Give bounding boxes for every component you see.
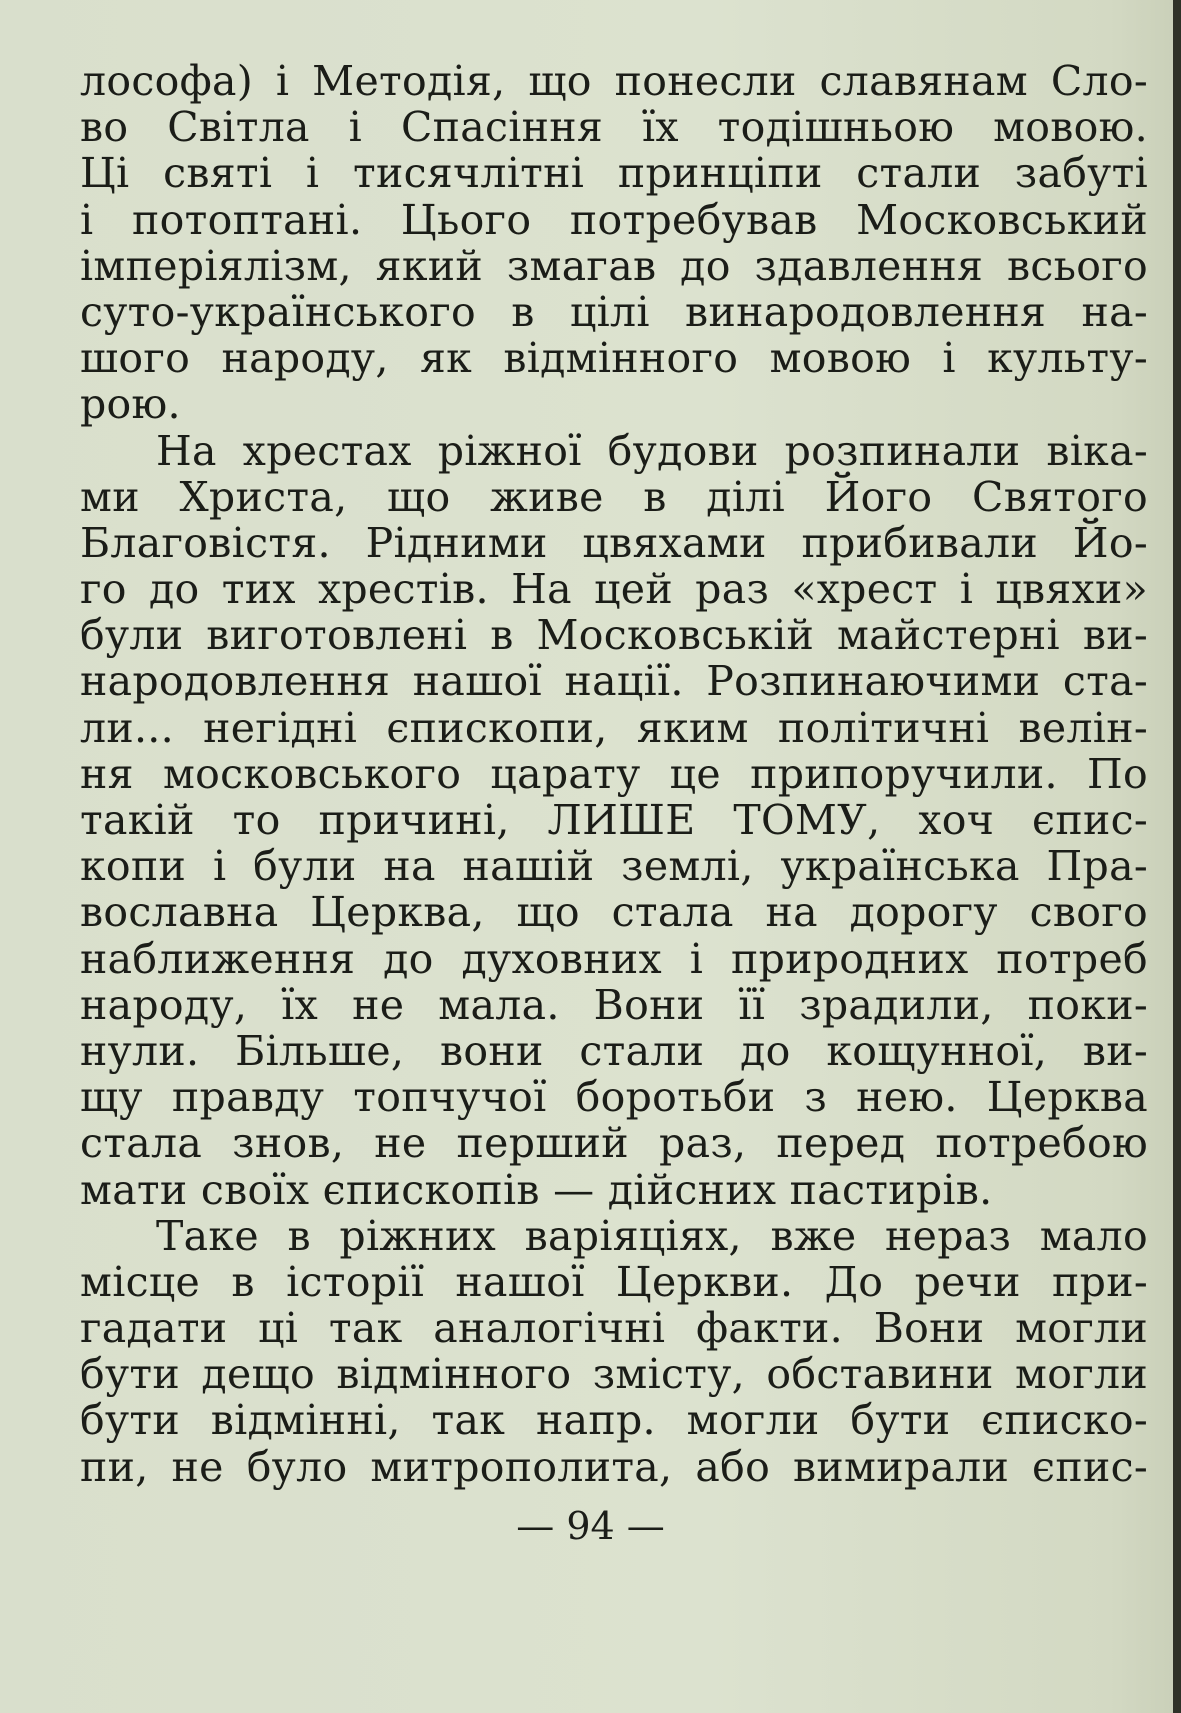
text-line: ня московського царату це припоручили. По bbox=[80, 749, 1148, 798]
paragraph bbox=[80, 428, 1148, 1213]
text-line: шого народу, як відмінного мовою і культу- bbox=[80, 334, 1148, 383]
text-line: пи, не було митрополита, або вимирали єпис- bbox=[80, 1442, 1148, 1491]
text-line: суто-українського в цілі винародовлення на- bbox=[80, 287, 1148, 336]
text-line: місце в історії нашої Церкви. До речи при- bbox=[80, 1257, 1148, 1306]
text-line: вославна Церква, що стала на дорогу свого bbox=[80, 888, 1148, 937]
text-line: щу правду топчучої боротьби з нею. Церква bbox=[80, 1073, 1148, 1122]
text-line: бути відмінні, так напр. могли бути єписко- bbox=[80, 1396, 1148, 1445]
text-line: Благовістя. Рідними цвяхами прибивали Йо- bbox=[80, 518, 1148, 567]
page-text bbox=[80, 58, 1148, 1490]
paragraph bbox=[80, 1213, 1148, 1490]
text-line: рою. bbox=[80, 380, 181, 429]
text-line: народовлення нашої нації. Розпинаючими ста- bbox=[80, 657, 1148, 706]
text-line: ли... негідні єпископи, яким політичні велін- bbox=[80, 703, 1148, 752]
text-line: бути дещо відмінного змісту, обставини могли bbox=[80, 1350, 1148, 1399]
text-line: мати своїх єпископів — дійсних пастирів. bbox=[80, 1165, 993, 1214]
text-line: Таке в ріжних варіяціях, вже нераз мало bbox=[156, 1211, 1148, 1260]
page-edge-shadow bbox=[1173, 0, 1181, 1713]
text-line: го до тих хрестів. На цей раз «хрест і цвяхи» bbox=[80, 565, 1148, 614]
text-line: нули. Більше, вони стали до кощунної, ви- bbox=[80, 1026, 1148, 1075]
text-line: стала знов, не перший раз, перед потребою bbox=[80, 1119, 1148, 1168]
text-line: були виготовлені в Московській майстерні ви- bbox=[80, 611, 1148, 660]
text-line: На хрестах ріжної будови розпинали віка- bbox=[156, 426, 1148, 475]
paragraph bbox=[80, 58, 1148, 428]
text-line: такій то причині, ЛИШЕ ТОМУ, хоч єпис- bbox=[80, 796, 1148, 844]
text-line: гадати ці так аналогічні факти. Вони могли bbox=[80, 1304, 1148, 1353]
text-line: во Світла і Спасіння їх тодішньою мовою. bbox=[80, 103, 1148, 152]
text-line: ми Христа, що живе в ділі Його Святого bbox=[80, 472, 1148, 521]
text-line: Ці святі і тисячлітні принціпи стали забуті bbox=[80, 149, 1148, 198]
text-line: і потоптані. Цього потребував Московський bbox=[80, 195, 1148, 244]
text-line: наближення до духовних і природних потреб bbox=[80, 934, 1148, 983]
text-line: лософа) і Методія, що понесли славянам Сло- bbox=[80, 57, 1148, 105]
text-line: народу, їх не мала. Вони її зрадили, поки- bbox=[80, 980, 1148, 1029]
page-number: — 94 — bbox=[516, 1504, 665, 1548]
text-line: імперіялізм, який змагав до здавлення всього bbox=[80, 241, 1148, 290]
text-line: копи і були на нашій землі, українська Пра- bbox=[80, 842, 1148, 891]
